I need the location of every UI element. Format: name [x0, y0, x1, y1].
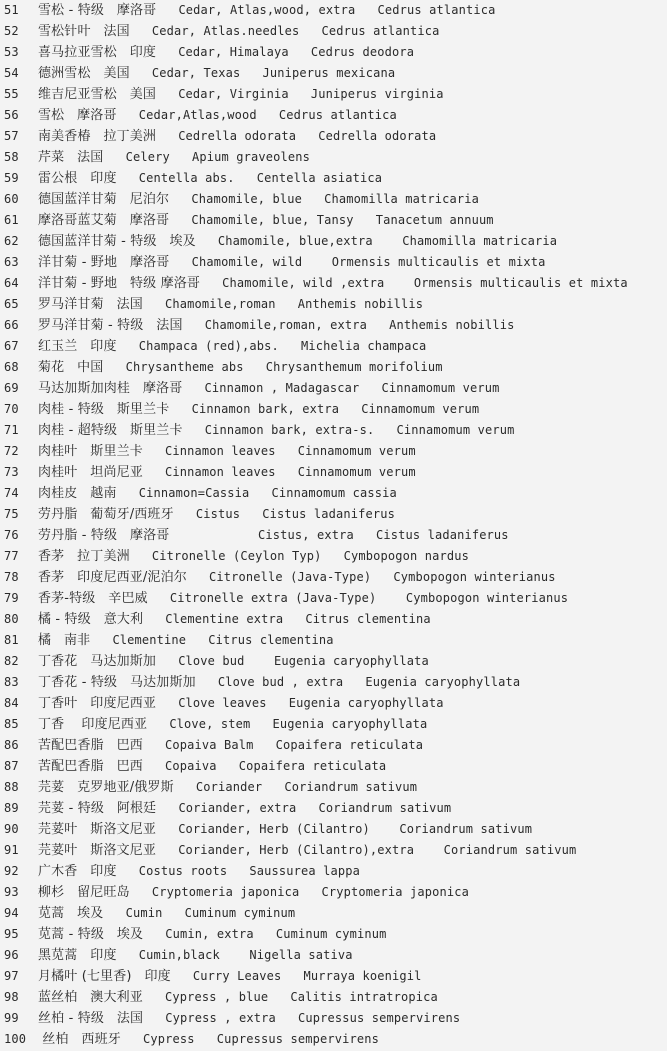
item-number: 55 [4, 87, 19, 101]
item-english-latin-name: Cinnamon=Cassia Cinnamomum cassia [138, 486, 397, 500]
item-chinese-name-origin: 肉桂叶 斯里兰卡 [38, 444, 143, 459]
item-english-latin-name: Cinnamon leaves Cinnamomum verum [165, 465, 416, 479]
item-english-latin-name: Cinnamon bark, extra-s. Cinnamomum verum [204, 423, 515, 437]
list-item [4, 147, 310, 168]
item-number: 88 [4, 780, 19, 794]
item-english-latin-name: Cedar, Himalaya Cedrus deodora [178, 45, 415, 59]
list-item [4, 504, 395, 525]
item-english-latin-name: Cinnamon leaves Cinnamomum verum [165, 444, 416, 458]
list-item [4, 819, 532, 840]
item-number: 69 [4, 381, 19, 395]
list-item [4, 315, 514, 336]
item-chinese-name-origin: 芫荽 - 特级 阿根廷 [38, 801, 157, 816]
item-number: 72 [4, 444, 19, 458]
item-number: 90 [4, 822, 19, 836]
list-item [4, 1029, 379, 1050]
item-english-latin-name: Cinnamon , Madagascar Cinnamomum verum [204, 381, 500, 395]
item-number: 71 [4, 423, 19, 437]
item-english-latin-name: Copaiva Balm Copaifera reticulata [165, 738, 424, 752]
item-english-latin-name: Cryptomeria japonica Cryptomeria japonica [151, 885, 469, 899]
list-item [4, 966, 422, 987]
list-item [4, 462, 416, 483]
item-english-latin-name: Chamomile,roman, extra Anthemis nobillis [204, 318, 515, 332]
item-chinese-name-origin: 丁香花 马达加斯加 [38, 654, 157, 669]
list-item [4, 924, 387, 945]
item-chinese-name-origin: 橘 南非 [38, 633, 91, 648]
list-item [4, 399, 479, 420]
item-english-latin-name: Costus roots Saussurea lappa [138, 864, 360, 878]
item-english-latin-name: Curry Leaves Murraya koenigil [192, 969, 422, 983]
list-item [4, 567, 556, 588]
list-item [4, 987, 438, 1008]
item-english-latin-name: Chamomile, blue Chamomilla matricaria [191, 192, 479, 206]
list-item [4, 1008, 460, 1029]
item-chinese-name-origin: 蓝丝柏 澳大利亚 [38, 990, 143, 1005]
item-chinese-name-origin: 黑苋蒿 印度 [38, 948, 117, 963]
item-number: 75 [4, 507, 19, 521]
list-item [4, 189, 479, 210]
item-chinese-name-origin: 雷公根 印度 [38, 171, 117, 186]
item-number: 58 [4, 150, 19, 164]
list-item [4, 525, 509, 546]
item-chinese-name-origin: 芹菜 法国 [38, 150, 104, 165]
list-item [4, 882, 469, 903]
item-english-latin-name: Clementine Citrus clementina [112, 633, 334, 647]
item-number: 53 [4, 45, 19, 59]
item-number: 92 [4, 864, 19, 878]
item-chinese-name-origin: 苋蒿 埃及 [38, 906, 104, 921]
item-number: 79 [4, 591, 19, 605]
item-english-latin-name: Clementine extra Citrus clementina [165, 612, 431, 626]
item-number: 59 [4, 171, 19, 185]
item-chinese-name-origin: 肉桂 - 特级 斯里兰卡 [38, 402, 170, 417]
item-number: 54 [4, 66, 19, 80]
item-chinese-name-origin: 劳丹脂 - 特级 摩洛哥 [38, 528, 170, 543]
item-english-latin-name: Chamomile,roman Anthemis nobillis [165, 297, 424, 311]
item-english-latin-name: Cedar, Atlas,wood, extra Cedrus atlantica [178, 3, 496, 17]
list-item [4, 210, 494, 231]
item-number: 52 [4, 24, 19, 38]
item-number: 57 [4, 129, 19, 143]
item-chinese-name-origin: 广木香 印度 [38, 864, 117, 879]
item-number: 95 [4, 927, 19, 941]
list-item [4, 609, 431, 630]
item-number: 93 [4, 885, 19, 899]
list-item [4, 756, 386, 777]
item-number: 80 [4, 612, 19, 626]
item-english-latin-name: Cedar,Atlas,wood Cedrus atlantica [138, 108, 397, 122]
item-english-latin-name: Citronelle extra (Java-Type) Cymbopogon winterianus [169, 591, 569, 605]
item-number: 63 [4, 255, 19, 269]
item-chinese-name-origin: 苋蒿 - 特级 埃及 [38, 927, 144, 942]
item-chinese-name-origin: 丁香花 - 特级 马达加斯加 [38, 675, 196, 690]
list-item [4, 21, 440, 42]
item-english-latin-name: Clove, stem Eugenia caryophyllata [169, 717, 428, 731]
item-number: 91 [4, 843, 19, 857]
item-number: 84 [4, 696, 19, 710]
item-chinese-name-origin: 香茅 拉丁美洲 [38, 549, 130, 564]
item-chinese-name-origin: 苦配巴香脂 巴西 [38, 738, 143, 753]
list-item [4, 777, 417, 798]
list-item [4, 546, 469, 567]
item-english-latin-name: Cinnamon bark, extra Cinnamomum verum [191, 402, 480, 416]
item-number: 74 [4, 486, 19, 500]
item-english-latin-name: Coriander, Herb (Cilantro) Coriandrum sativum [178, 822, 533, 836]
list-item [4, 273, 628, 294]
list-item [4, 84, 444, 105]
item-english-latin-name: Cumin Cuminum cyminum [125, 906, 296, 920]
item-number: 99 [4, 1011, 19, 1025]
item-chinese-name-origin: 雪松 - 特级 摩洛哥 [38, 3, 157, 18]
list-item [4, 483, 397, 504]
item-english-latin-name: Citronelle (Ceylon Typ) Cymbopogon nardus [151, 549, 469, 563]
list-item [4, 693, 444, 714]
item-number: 51 [4, 3, 19, 17]
item-english-latin-name: Champaca (red),abs. Michelia champaca [138, 339, 427, 353]
item-chinese-name-origin: 丝柏 - 特级 法国 [38, 1011, 144, 1026]
item-number: 70 [4, 402, 19, 416]
item-english-latin-name: Clove bud , extra Eugenia caryophyllata [217, 675, 521, 689]
item-number: 89 [4, 801, 19, 815]
item-english-latin-name: Cedrella odorata Cedrella odorata [178, 129, 437, 143]
list-item [4, 735, 423, 756]
item-english-latin-name: Cedar, Virginia Juniperus virginia [178, 87, 444, 101]
item-chinese-name-origin: 香茅 印度尼西亚/泥泊尔 [38, 570, 187, 585]
item-chinese-name-origin: 德国蓝洋甘菊 尼泊尔 [38, 192, 170, 207]
item-english-latin-name: Coriander, Herb (Cilantro),extra Coriandrum sativum [178, 843, 577, 857]
item-chinese-name-origin: 菊花 中国 [38, 360, 104, 375]
list-item [4, 105, 397, 126]
item-chinese-name-origin: 德洲雪松 美国 [38, 66, 130, 81]
item-chinese-name-origin: 罗马洋甘菊 法国 [38, 297, 143, 312]
item-number: 87 [4, 759, 19, 773]
item-chinese-name-origin: 肉桂叶 坦尚尼亚 [38, 465, 143, 480]
item-chinese-name-origin: 马达加斯加肉桂 摩洛哥 [38, 381, 183, 396]
item-english-latin-name: Cumin, extra Cuminum cyminum [165, 927, 387, 941]
item-chinese-name-origin: 芫荽 克罗地亚/俄罗斯 [38, 780, 174, 795]
list-item [4, 714, 427, 735]
list-item [4, 903, 295, 924]
item-english-latin-name: Chrysantheme abs Chrysanthemum morifolium [125, 360, 443, 374]
item-number: 78 [4, 570, 19, 584]
list-item [4, 798, 451, 819]
item-english-latin-name: Clove bud Eugenia caryophyllata [178, 654, 429, 668]
item-chinese-name-origin: 苦配巴香脂 巴西 [38, 759, 143, 774]
item-english-latin-name: Chamomile, blue,extra Chamomilla matricaria [217, 234, 558, 248]
item-english-latin-name: Coriander Coriandrum sativum [195, 780, 418, 794]
item-number: 98 [4, 990, 19, 1004]
item-number: 66 [4, 318, 19, 332]
item-english-latin-name: Cypress , blue Calitis intratropica [165, 990, 438, 1004]
item-english-latin-name: Celery Apium graveolens [125, 150, 310, 164]
list-item [4, 378, 499, 399]
item-english-latin-name: Chamomile, blue, Tansy Tanacetum annuum [191, 213, 494, 227]
list-item [4, 294, 423, 315]
list-item [4, 0, 496, 21]
item-number: 62 [4, 234, 19, 248]
item-number: 83 [4, 675, 19, 689]
list-item [4, 42, 414, 63]
item-number: 85 [4, 717, 19, 731]
item-english-latin-name: Cypress Cupressus sempervirens [143, 1032, 380, 1046]
item-chinese-name-origin: 罗马洋甘菊 - 特级 法国 [38, 318, 183, 333]
list-item [4, 651, 429, 672]
list-item [4, 441, 416, 462]
list-item [4, 420, 514, 441]
item-chinese-name-origin: 红玉兰 印度 [38, 339, 117, 354]
item-number: 67 [4, 339, 19, 353]
item-chinese-name-origin: 丁香叶 印度尼西亚 [38, 696, 157, 711]
item-chinese-name-origin: 丁香 印度尼西亚 [38, 717, 148, 732]
item-english-latin-name: Clove leaves Eugenia caryophyllata [178, 696, 444, 710]
item-chinese-name-origin: 喜马拉亚雪松 印度 [38, 45, 157, 60]
list-item [4, 63, 395, 84]
item-number: 96 [4, 948, 19, 962]
item-chinese-name-origin: 肉桂皮 越南 [38, 486, 117, 501]
item-english-latin-name: Cedar, Atlas.needles Cedrus atlantica [151, 24, 440, 38]
item-number: 64 [4, 276, 19, 290]
item-english-latin-name: Cedar, Texas Juniperus mexicana [151, 66, 396, 80]
item-number: 61 [4, 213, 19, 227]
list-item [4, 588, 568, 609]
item-number: 76 [4, 528, 19, 542]
list-item [4, 126, 436, 147]
item-english-latin-name: Cistus Cistus ladaniferus [195, 507, 395, 521]
item-number: 81 [4, 633, 19, 647]
item-number: 65 [4, 297, 19, 311]
item-chinese-name-origin: 南美香椿 拉丁美洲 [38, 129, 157, 144]
item-english-latin-name: Copaiva Copaifera reticulata [165, 759, 387, 773]
item-english-latin-name: Citronelle (Java-Type) Cymbopogon winterianus [209, 570, 556, 584]
item-chinese-name-origin: 月橘叶 (七里香) 印度 [38, 969, 171, 984]
list-item [4, 231, 557, 252]
item-english-latin-name: Chamomile, wild ,extra Ormensis multicaulis et mixta [222, 276, 628, 290]
item-chinese-name-origin: 芫荽叶 斯洛文尼亚 [38, 843, 157, 858]
item-chinese-name-origin: 德国蓝洋甘菊 - 特级 埃及 [38, 234, 196, 249]
item-english-latin-name: Centella abs. Centella asiatica [138, 171, 383, 185]
item-chinese-name-origin: 维吉尼亚雪松 美国 [38, 87, 157, 102]
item-chinese-name-origin: 肉桂 - 超特级 斯里兰卡 [38, 423, 183, 438]
list-item [4, 336, 426, 357]
list-item [4, 861, 360, 882]
item-chinese-name-origin: 橘 - 特级 意大利 [38, 612, 144, 627]
item-chinese-name-origin: 柳杉 留尼旺岛 [38, 885, 130, 900]
item-number: 77 [4, 549, 19, 563]
item-english-latin-name: Cistus, extra Cistus ladaniferus [191, 528, 509, 542]
item-chinese-name-origin: 雪松 摩洛哥 [38, 108, 117, 123]
list-item [4, 672, 520, 693]
item-chinese-name-origin: 劳丹脂 葡萄牙/西班牙 [38, 507, 174, 522]
item-english-latin-name: Coriander, extra Coriandrum sativum [178, 801, 452, 815]
item-chinese-name-origin: 香茅-特级 辛巴威 [38, 591, 148, 606]
list-item [4, 252, 546, 273]
list-item [4, 357, 443, 378]
list-item [4, 840, 576, 861]
item-chinese-name-origin: 雪松针叶 法国 [38, 24, 130, 39]
list-item [4, 945, 353, 966]
item-number: 82 [4, 654, 19, 668]
item-english-latin-name: Cypress , extra Cupressus sempervirens [165, 1011, 461, 1025]
item-chinese-name-origin: 摩洛哥蓝艾菊 摩洛哥 [38, 213, 170, 228]
item-number: 86 [4, 738, 19, 752]
item-chinese-name-origin: 洋甘菊 - 野地 特级 摩洛哥 [38, 276, 201, 291]
item-number: 73 [4, 465, 19, 479]
item-chinese-name-origin: 丝柏 西班牙 [38, 1032, 121, 1047]
item-number: 97 [4, 969, 19, 983]
item-number: 94 [4, 906, 19, 920]
item-number: 100 [4, 1032, 27, 1046]
item-chinese-name-origin: 洋甘菊 - 野地 摩洛哥 [38, 255, 170, 270]
list-item [4, 630, 334, 651]
item-number: 56 [4, 108, 19, 122]
item-chinese-name-origin: 芫荽叶 斯洛文尼亚 [38, 822, 157, 837]
item-english-latin-name: Cumin,black Nigella sativa [138, 948, 353, 962]
item-english-latin-name: Chamomile, wild Ormensis multicaulis et mixta [191, 255, 546, 269]
list-item [4, 168, 382, 189]
item-number: 68 [4, 360, 19, 374]
item-number: 60 [4, 192, 19, 206]
